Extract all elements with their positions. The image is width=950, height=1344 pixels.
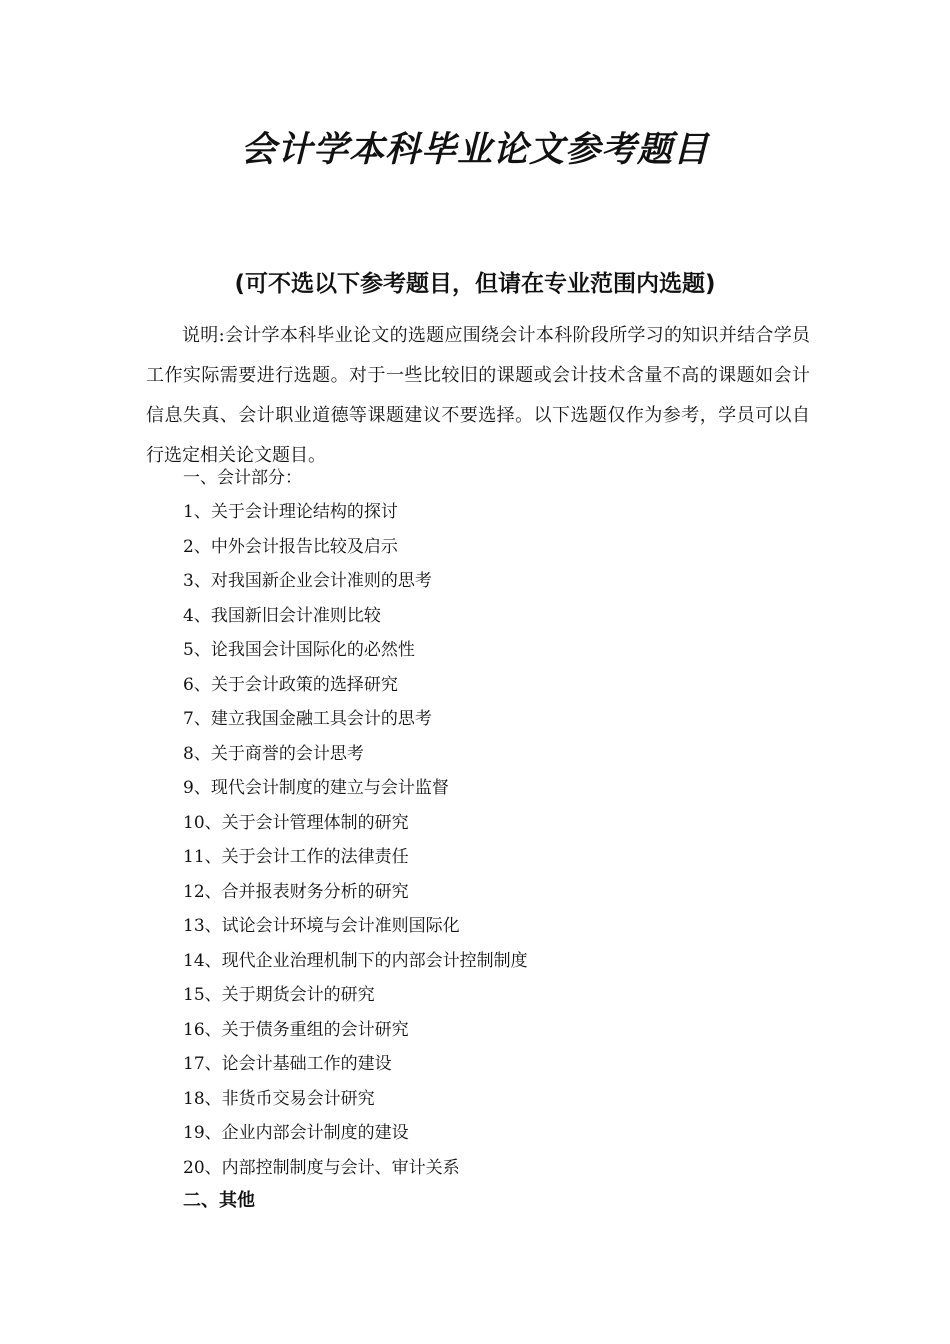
list-item: 10、关于会计管理体制的研究 [183, 812, 409, 833]
intro-paragraph: 说明:会计学本科毕业论文的选题应围绕会计本科阶段所学习的知识并结合学员工作实际需要进行选题。对于一些比较旧的课题或会计技术含量不高的课题如会计信息失真、会计职业道德等课题建议不要选择。以下选题仅作为参考，学员可以自行选定相关论文题目。 [146, 325, 810, 466]
list-item: 8、关于商誉的会计思考 [183, 743, 364, 764]
list-item: 18、非货币交易会计研究 [183, 1088, 375, 1109]
list-item: 19、企业内部会计制度的建设 [183, 1123, 409, 1143]
list-item: 14、现代企业治理机制下的内部会计控制制度 [183, 950, 528, 971]
list-item: 3、对我国新企业会计准则的思考 [183, 571, 432, 591]
document-subtitle: (可不选以下参考题目，但请在专业范围内选题) [234, 271, 716, 297]
document-title: 会计学本科毕业论文参考题目 [240, 130, 709, 170]
list-item: 12、合并报表财务分析的研究 [183, 881, 409, 902]
list-item: 4、我国新旧会计准则比较 [183, 605, 381, 626]
section-heading-other: 二、其他 [183, 1190, 255, 1211]
list-item: 7、建立我国金融工具会计的思考 [183, 709, 432, 729]
list-item: 13、试论会计环境与会计准则国际化 [183, 916, 460, 936]
section-heading-accounting: 一、会计部分： [183, 468, 302, 488]
list-item: 11、关于会计工作的法律责任 [183, 847, 409, 867]
list-item: 17、论会计基础工作的建设 [183, 1054, 392, 1074]
list-item: 20、内部控制制度与会计、审计关系 [183, 1157, 460, 1178]
list-item: 16、关于债务重组的会计研究 [183, 1019, 409, 1040]
list-item: 9、现代会计制度的建立与会计监督 [183, 778, 449, 798]
list-item: 15、关于期货会计的研究 [183, 985, 375, 1005]
list-item: 5、论我国会计国际化的必然性 [183, 640, 415, 660]
list-item: 6、关于会计政策的选择研究 [183, 674, 398, 695]
list-item: 1、关于会计理论结构的探讨 [183, 502, 398, 522]
list-item: 2、中外会计报告比较及启示 [183, 536, 398, 557]
topic-list [183, 498, 528, 1188]
